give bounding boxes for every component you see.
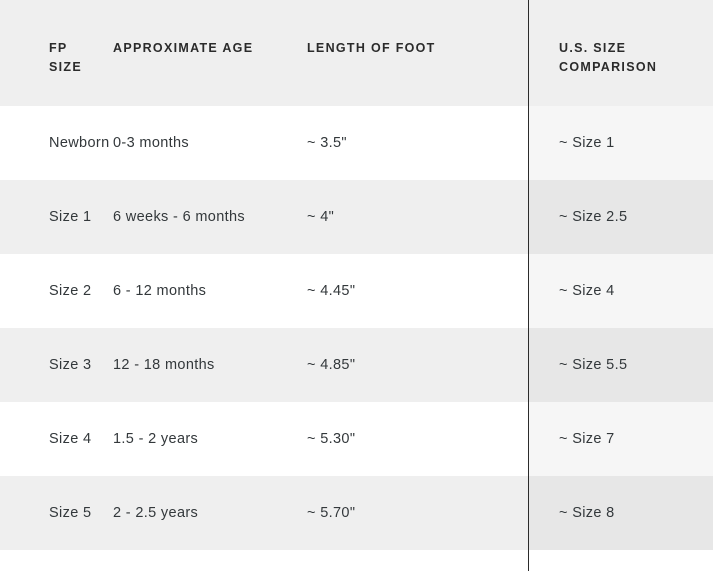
cell-value: ~ 5.70" bbox=[307, 504, 356, 521]
column-header-fp-size bbox=[0, 0, 113, 106]
cell-value: Size 3 bbox=[49, 356, 92, 373]
cell-value: 2 - 2.5 years bbox=[113, 504, 199, 521]
cell-fp-size bbox=[0, 328, 113, 402]
table-row bbox=[0, 476, 713, 550]
cell-value: ~ 4" bbox=[307, 208, 335, 225]
table-row bbox=[0, 180, 713, 254]
table-row bbox=[0, 402, 713, 476]
cell-fp-size bbox=[0, 254, 113, 328]
cell-value: Newborn bbox=[49, 134, 110, 151]
cell-fp-size bbox=[0, 180, 113, 254]
cell-length-of-foot bbox=[307, 180, 528, 254]
cell-approximate-age bbox=[113, 476, 307, 550]
cell-us-size-comparison bbox=[528, 328, 713, 402]
cell-approximate-age bbox=[113, 180, 307, 254]
cell-value: ~ Size 7 bbox=[559, 430, 615, 447]
cell-value: ~ 3.5" bbox=[307, 134, 347, 151]
cell-fp-size bbox=[0, 106, 113, 180]
cell-approximate-age bbox=[113, 328, 307, 402]
table-row bbox=[0, 328, 713, 402]
cell-value: Size 2 bbox=[49, 282, 92, 299]
cell-value: ~ 5.30" bbox=[307, 430, 356, 447]
table-row bbox=[0, 106, 713, 180]
cell-value: 6 - 12 months bbox=[113, 282, 207, 299]
cell-value: 12 - 18 months bbox=[113, 356, 215, 373]
column-header-us-size-comparison bbox=[528, 0, 713, 106]
table-header-row bbox=[0, 0, 713, 106]
cell-fp-size bbox=[0, 402, 113, 476]
cell-value: Size 1 bbox=[49, 208, 92, 225]
cell-value: ~ Size 4 bbox=[559, 282, 615, 299]
cell-fp-size bbox=[0, 476, 113, 550]
cell-value: 6 weeks - 6 months bbox=[113, 208, 246, 225]
cell-approximate-age bbox=[113, 402, 307, 476]
cell-value: ~ Size 8 bbox=[559, 504, 615, 521]
cell-us-size-comparison bbox=[528, 106, 713, 180]
cell-length-of-foot bbox=[307, 106, 528, 180]
column-divider bbox=[528, 0, 529, 571]
column-header-label: APPROXIMATE AGE bbox=[113, 41, 254, 55]
cell-length-of-foot bbox=[307, 254, 528, 328]
column-header-label: FP SIZE bbox=[49, 41, 82, 75]
cell-value: Size 5 bbox=[49, 504, 92, 521]
cell-length-of-foot bbox=[307, 476, 528, 550]
cell-us-size-comparison bbox=[528, 254, 713, 328]
cell-value: 0-3 months bbox=[113, 134, 190, 151]
cell-us-size-comparison bbox=[528, 180, 713, 254]
cell-value: ~ Size 2.5 bbox=[559, 208, 628, 225]
column-header-length-of-foot bbox=[307, 0, 528, 106]
column-header-approximate-age bbox=[113, 0, 307, 106]
cell-value: ~ 4.45" bbox=[307, 282, 356, 299]
cell-length-of-foot bbox=[307, 328, 528, 402]
cell-us-size-comparison bbox=[528, 476, 713, 550]
cell-value: ~ Size 5.5 bbox=[559, 356, 628, 373]
cell-value: ~ Size 1 bbox=[559, 134, 615, 151]
cell-length-of-foot bbox=[307, 402, 528, 476]
cell-value: ~ 4.85" bbox=[307, 356, 356, 373]
cell-approximate-age bbox=[113, 106, 307, 180]
table-row bbox=[0, 254, 713, 328]
column-header-label: U.S. SIZE COMPARISON bbox=[559, 41, 658, 75]
cell-approximate-age bbox=[113, 254, 307, 328]
cell-value: 1.5 - 2 years bbox=[113, 430, 199, 447]
cell-us-size-comparison bbox=[528, 402, 713, 476]
column-header-label: LENGTH OF FOOT bbox=[307, 41, 436, 55]
cell-value: Size 4 bbox=[49, 430, 92, 447]
